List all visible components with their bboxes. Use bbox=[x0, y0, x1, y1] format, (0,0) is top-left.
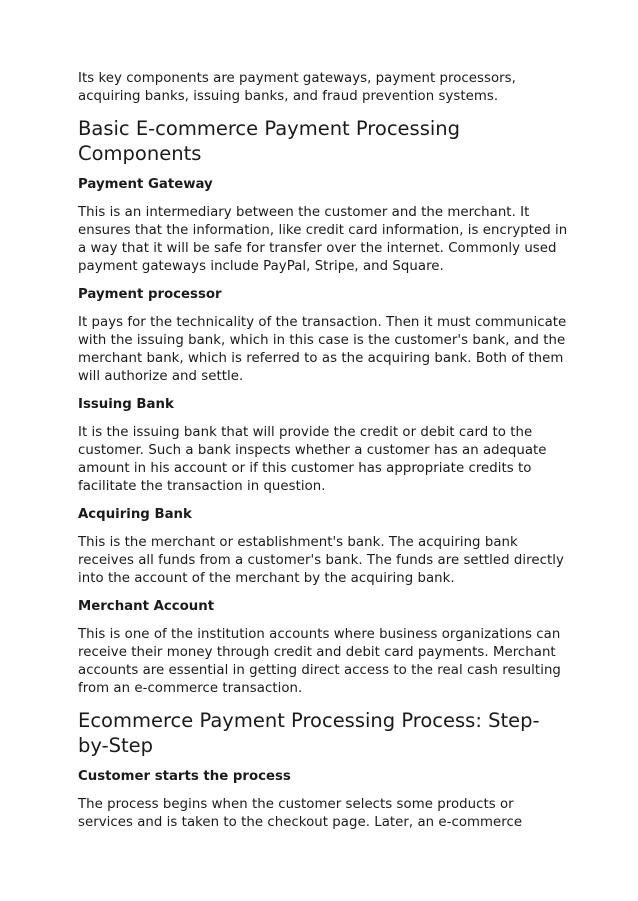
paragraph-payment-processor: It pays for the technicality of the transaction. Then it must communicate with the issuing bank, which in this case is the customer's bank, and the merchant bank, which is referred to as the acquiring bank. Both of them will authorize and settle. bbox=[78, 315, 567, 384]
paragraph-issuing-bank: It is the issuing bank that will provide the credit or debit card to the customer. Such a bank inspects whether a customer has an adequate amount in his account or if this customer has appropriate credits to facilitate the transaction in question. bbox=[78, 425, 547, 494]
document-page bbox=[78, 70, 568, 842]
subheading-payment-gateway: Payment Gateway bbox=[78, 177, 213, 192]
paragraph-merchant-account: This is one of the institution accounts where business organizations can receive their money through credit and debit card payments. Merchant accounts are essential in getting direct access to the real cash resulting from an e-commerce transaction. bbox=[78, 627, 561, 696]
subheading-customer-starts: Customer starts the process bbox=[78, 769, 291, 784]
intro-paragraph: Its key components are payment gateways, payment processors, acquiring banks, issuing banks, and fraud prevention systems. bbox=[78, 71, 516, 104]
paragraph-customer-starts: The process begins when the customer selects some products or services and is taken to the checkout page. Later, an e-commerce bbox=[78, 797, 523, 830]
subheading-payment-processor: Payment processor bbox=[78, 287, 222, 302]
section-title-components: Basic E-commerce Payment Processing Components bbox=[78, 117, 461, 165]
subheading-merchant-account: Merchant Account bbox=[78, 599, 215, 614]
subheading-acquiring-bank: Acquiring Bank bbox=[78, 507, 192, 522]
section-title-process: Ecommerce Payment Processing Process: Step-by-Step bbox=[78, 709, 540, 757]
paragraph-payment-gateway: This is an intermediary between the customer and the merchant. It ensures that the information, like credit card information, is encrypted in a way that it will be safe for transfer over the internet. Commonly used payment gateways include PayPal, Stripe, and Square. bbox=[78, 205, 568, 274]
paragraph-acquiring-bank: This is the merchant or establishment's bank. The acquiring bank receives all funds from a customer's bank. The funds are settled directly into the account of the merchant by the acquiring bank. bbox=[78, 535, 564, 586]
subheading-issuing-bank: Issuing Bank bbox=[78, 397, 174, 412]
